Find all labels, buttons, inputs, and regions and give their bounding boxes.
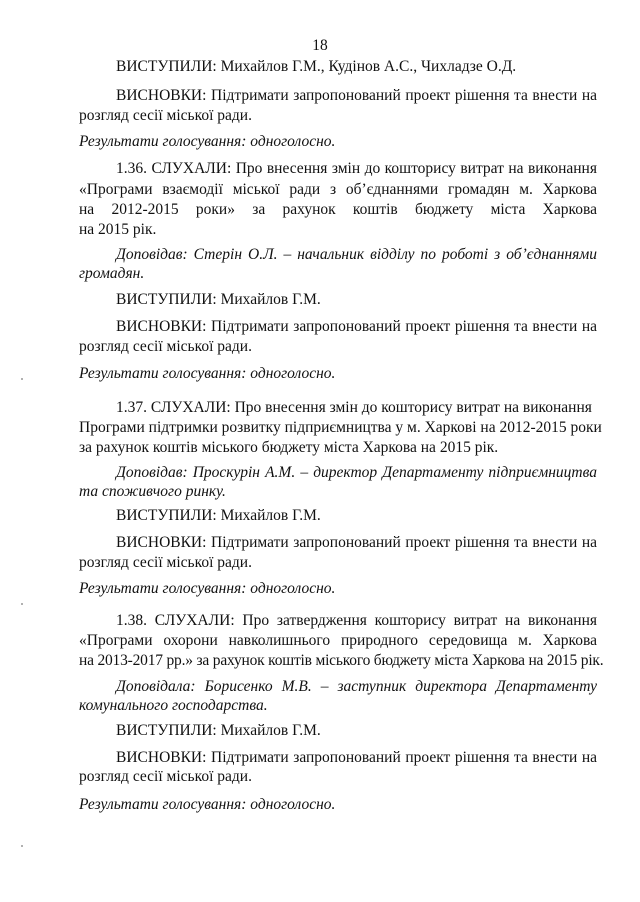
voting-result: Результати голосування: одноголосно. bbox=[79, 133, 336, 150]
conclusion-line: ВИСНОВКИ: Підтримати запропонований проект рішення та внести на bbox=[116, 87, 597, 104]
speakers-line: ВИСТУПИЛИ: Михайлов Г.М. bbox=[116, 507, 321, 524]
speakers-line: ВИСТУПИЛИ: Михайлов Г.М. bbox=[116, 722, 321, 739]
reporter-line: та споживчого ринку. bbox=[79, 483, 226, 500]
heard-line: на 2013-2017 рр.» за рахунок коштів міського бюджету міста Харкова на 2015 рік. bbox=[79, 652, 604, 669]
heard-line: за рахунок коштів міського бюджету міста Харкова на 2015 рік. bbox=[79, 439, 499, 456]
scan-mark bbox=[21, 845, 23, 847]
voting-result: Результати голосування: одноголосно. bbox=[79, 580, 336, 597]
reporter-line: Доповідала: Борисенко М.В. – заступник директора Департаменту bbox=[116, 678, 597, 695]
scan-mark bbox=[21, 378, 23, 380]
scan-mark bbox=[21, 603, 23, 605]
conclusion-line: розгляд сесії міської ради. bbox=[79, 554, 252, 571]
heard-line: «Програми охорони навколишнього природного середовища м. Харкова bbox=[79, 632, 597, 649]
conclusion-line: ВИСНОВКИ: Підтримати запропонований проект рішення та внести на bbox=[116, 318, 597, 335]
reporter-line: Доповідав: Стерін О.Л. – начальник відділу по роботі з об’єднаннями bbox=[116, 246, 597, 263]
conclusion-line: ВИСНОВКИ: Підтримати запропонований проект рішення та внести на bbox=[116, 749, 597, 766]
reporter-line: комунального господарства. bbox=[79, 697, 268, 714]
heard-line: на 2015 рік. bbox=[79, 221, 157, 238]
voting-result: Результати голосування: одноголосно. bbox=[79, 365, 336, 382]
heard-line: «Програми взаємодії міської ради з об’єднаннями громадян м. Харкова bbox=[79, 181, 597, 198]
voting-result: Результати голосування: одноголосно. bbox=[79, 796, 336, 813]
conclusion-line: розгляд сесії міської ради. bbox=[79, 107, 252, 124]
conclusion-line: ВИСНОВКИ: Підтримати запропонований проект рішення та внести на bbox=[116, 534, 597, 551]
page-number: 18 bbox=[312, 37, 328, 54]
heard-item-1-36: 1.36. СЛУХАЛИ: Про внесення змін до кошторису витрат на виконання bbox=[116, 160, 597, 177]
conclusion-line: розгляд сесії міської ради. bbox=[79, 768, 252, 785]
reporter-line: Доповідав: Проскурін А.М. – директор Департаменту підприємництва bbox=[116, 464, 597, 481]
reporter-line: громадян. bbox=[79, 265, 145, 282]
heard-item-1-38: 1.38. СЛУХАЛИ: Про затвердження кошторису витрат на виконання bbox=[116, 612, 597, 629]
conclusion-line: розгляд сесії міської ради. bbox=[79, 338, 252, 355]
speakers-line: ВИСТУПИЛИ: Михайлов Г.М., Кудінов А.С., Чихладзе О.Д. bbox=[116, 58, 517, 75]
heard-line: Програми підтримки розвитку підприємництва у м. Харкові на 2012-2015 роки bbox=[79, 419, 602, 436]
heard-item-1-37: 1.37. СЛУХАЛИ: Про внесення змін до кошторису витрат на виконання bbox=[116, 399, 592, 416]
speakers-line: ВИСТУПИЛИ: Михайлов Г.М. bbox=[116, 291, 321, 308]
heard-line: на 2012-2015 роки» за рахунок коштів бюджету міста Харкова bbox=[79, 201, 597, 218]
